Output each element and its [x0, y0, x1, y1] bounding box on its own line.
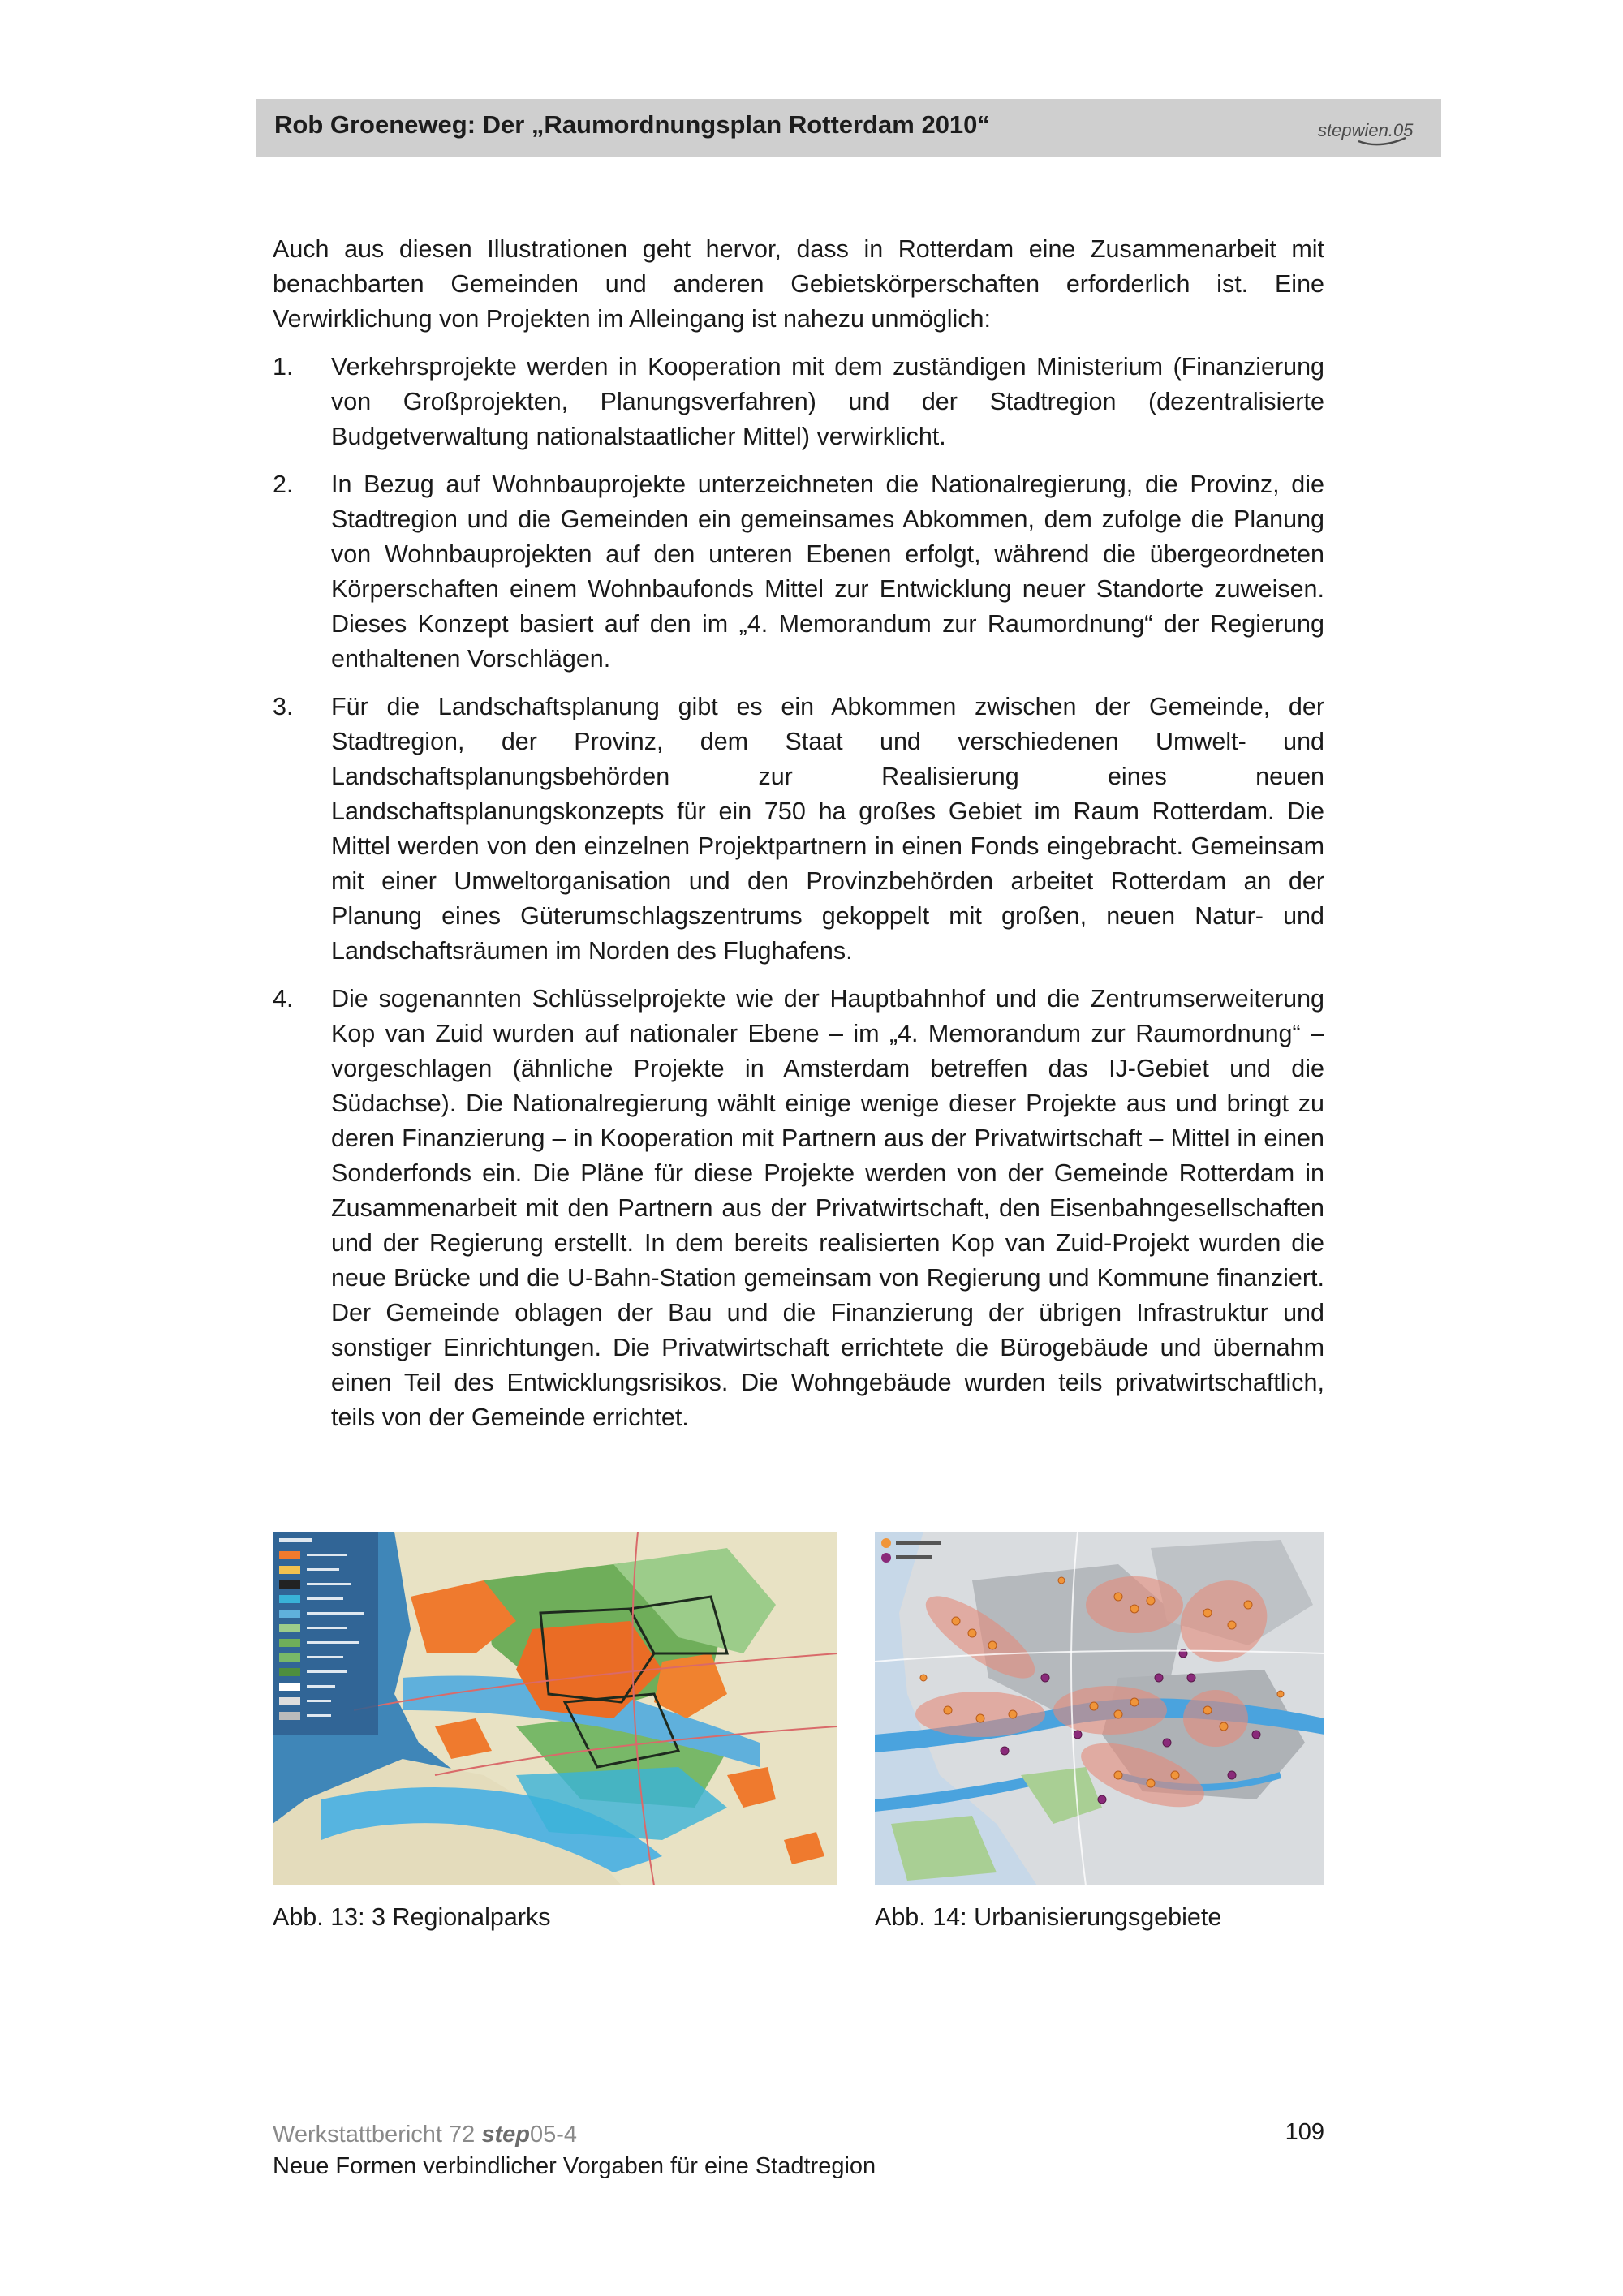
logo-text: stepwien.05 — [1318, 120, 1414, 140]
numbered-list — [273, 350, 1324, 1435]
footer-report-suffix: 05-4 — [530, 2122, 578, 2148]
list-item — [273, 982, 1324, 1435]
list-number: 2. — [273, 471, 294, 498]
page-number: 109 — [1285, 2119, 1324, 2145]
footer-subtitle: Neue Formen verbindlicher Vorgaben für eine Stadtregion — [273, 2153, 876, 2179]
list-text: Für die Landschaftsplanung gibt es ein Abkommen zwischen der Gemeinde, der Stadtregion, der Provinz, dem Staat und verschiedenen Umwelt- und Landschaftsplanungsbehörden zur Realisierung eines neuen Landschaftsplanungskonzepts für ein 750 ha großes Gebiet im Raum Rotterdam. Die Mittel werden von den einzelnen Projektpartnern in einen Fonds eingebracht. Gemeinsam mit einer Umweltorganisation und den Provinzbehörden arbeitet Rotterdam an der Planung eines Güterumschlagszentrums gekoppelt mit großen, neuen Natur- und Landschaftsräumen im Norden des Flughafens. — [331, 693, 1324, 965]
list-item — [273, 690, 1324, 969]
list-text: Die sogenannten Schlüsselprojekte wie der Hauptbahnhof und die Zentrumserweiterung Kop van Zuid wurden auf nationaler Ebene – im „4. Memorandum zur Raumordnung“ – vorgeschlagen (ähnliche Projekte in Amsterdam betreffen das IJ-Gebiet und die Südachse). Die Nationalregierung wählt einige wenige dieser Projekte aus und bringt zu deren Finanzierung – in Kooperation mit Partnern aus der Privatwirtschaft – Mittel in einen Sonderfonds ein. Die Pläne für diese Projekte werden von der Gemeinde Rotterdam in Zusammenarbeit mit den Partnern aus der Privatwirtschaft, den Eisenbahngesellschaften und der Regierung erstellt. In dem bereits realisierten Kop van Zuid-Projekt wurden die neue Brücke und die U-Bahn-Station gemeinsam von Regierung und Kommune finanziert. Der Gemeinde oblagen der Bau und die Finanzierung der übrigen Infrastruktur und sonstiger Einrichtungen. Die Privatwirtschaft errichtete die Bürogebäude und übernahm einen Teil des Entwicklungsrisikos. Die Wohngebäude wurden teils privatwirtschaftlich, teils von der Gemeinde errichtet. — [331, 985, 1324, 1431]
figure-14-caption: Abb. 14: Urbanisierungsgebiete — [875, 1903, 1222, 1931]
figure-13-caption: Abb. 13: 3 Regionalparks — [273, 1903, 551, 1931]
regionalparks-map — [273, 1532, 837, 1885]
urbanisierungsgebiete-map — [875, 1532, 1324, 1885]
list-number: 1. — [273, 353, 294, 381]
list-item — [273, 467, 1324, 677]
footer-report-bold: step — [481, 2122, 530, 2148]
body-text — [273, 232, 1324, 1448]
list-number: 4. — [273, 985, 294, 1013]
list-text: In Bezug auf Wohnbauprojekte unterzeichneten die Nationalregierung, die Provinz, die Stadtregion und die Gemeinden ein gemeinsames Abkommen, dem zufolge die Planung von Wohnbauprojekten auf den unteren Ebenen erfolgt, während die übergeordneten Körperschaften einem Wohnbaufonds Mittel zur Entwicklung neuer Standorte zuweisen. Dieses Konzept basiert auf den im „4. Memorandum zur Raumordnung“ der Regierung enthaltenen Vorschlägen. — [331, 471, 1324, 673]
list-text: Verkehrsprojekte werden in Kooperation mit dem zuständigen Ministerium (Finanzierung von Großprojekten, Planungsverfahren) und der Stadtregion (dezentralisierte Budgetverwaltung nationalstaatlicher Mittel) verwirklicht. — [331, 353, 1324, 450]
footer-report-line — [273, 2119, 876, 2151]
intro-paragraph: Auch aus diesen Illustrationen geht hervor, dass in Rotterdam eine Zusammenarbeit mit benachbarten Gemeinden und anderen Gebietskörperschaften erforderlich ist. Eine Verwirklichung von Projekten im Alleingang ist nahezu unmöglich: — [273, 235, 1324, 333]
header-title: Rob Groeneweg: Der „Raumordnungsplan Rotterdam 2010“ — [274, 110, 990, 139]
page-header — [256, 99, 1441, 157]
list-number: 3. — [273, 693, 294, 720]
footer — [273, 2119, 876, 2182]
list-item — [273, 350, 1324, 454]
footer-report-prefix: Werkstattbericht 72 — [273, 2122, 482, 2148]
stepwien-logo — [1315, 105, 1436, 151]
